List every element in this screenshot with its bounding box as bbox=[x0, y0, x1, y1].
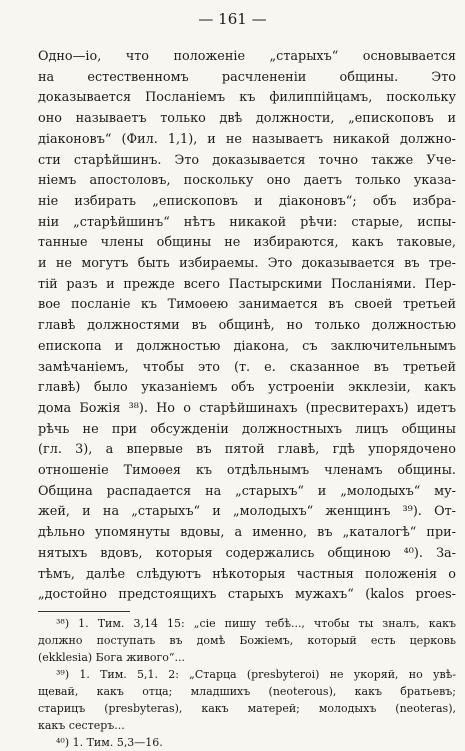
body-line: главѣ) было указаніемъ объ устроеніи экклезіи, какъ bbox=[38, 380, 456, 396]
body-line: жей, и на „старыхъ“ и „молодыхъ“ женщинъ ³⁹). От- bbox=[38, 504, 456, 520]
footnote-line: какъ сестеръ... bbox=[38, 719, 125, 732]
footnote-line: (ekklesia) Бога живого“... bbox=[38, 651, 185, 664]
page-number: — 161 — bbox=[198, 10, 267, 28]
body-line: на естественномъ расчлененіи общины. Это bbox=[38, 69, 456, 85]
footnote-divider bbox=[38, 611, 130, 612]
body-line: ніемъ апостоловъ, поскольку оно даетъ только указа- bbox=[38, 173, 456, 189]
body-line: дѣльно упомянуты вдовы, а именно, въ „каталогѣ“ при- bbox=[38, 525, 456, 541]
body-line: и не могутъ быть избираемы. Это доказывается въ тре- bbox=[38, 256, 456, 271]
body-line: ніе избирать „епископовъ и діаконовъ“; объ избра- bbox=[38, 193, 456, 209]
body-line: (гл. 3), а впервые въ пятой главѣ, гдѣ упорядочено bbox=[38, 442, 456, 458]
body-line: ніи „старѣйшинъ“ нѣтъ никакой рѣчи: старые, испы- bbox=[38, 214, 456, 230]
body-line: отношеніе Тимоѳея къ отдѣльнымъ членамъ общины. bbox=[38, 463, 456, 478]
body-line: оно называетъ только двѣ должности, „епископовъ и bbox=[38, 111, 456, 127]
body-line: „достойно предстоящихъ старыхъ мужахъ“ (kalos proes- bbox=[38, 587, 456, 603]
body-line: Одно—io, что положеніе „старыхъ“ основывается bbox=[38, 49, 456, 64]
body-line: тѣмъ, далѣе слѣдуютъ нѣкоторыя частныя положенія о bbox=[38, 566, 456, 582]
footnote-line: старицъ (presbyteras), какъ матерей; молодыхъ (neoteras), bbox=[38, 702, 456, 715]
body-line: замѣчаніемъ, чтобы это (т. е. сказанное въ третьей bbox=[38, 359, 456, 375]
body-line: танные члены общины не избираются, какъ таковые, bbox=[38, 235, 456, 251]
body-line: тій разъ и прежде всего Пастырскими Посланіями. Пер- bbox=[38, 276, 456, 292]
body-line: главѣ должностями въ общинѣ, но только должностью bbox=[38, 318, 456, 334]
footnote-line: ³⁸) 1. Тим. 3,14 15: „сіе пишу тебѣ..., чтобы ты зналъ, какъ bbox=[56, 617, 456, 630]
footnote-line: ³⁹) 1. Тим. 5,1. 2: „Старца (presbyteroi) не укоряй, но увѣ- bbox=[56, 668, 456, 681]
body-line: вое посланіе къ Тимоѳею занимается въ своей третьей bbox=[38, 297, 456, 313]
body-line: рѣчь не при обсужденіи должностныхъ лицъ общины bbox=[38, 421, 456, 437]
body-line: Община распадается на „старыхъ“ и „молодыхъ“ му- bbox=[38, 483, 456, 499]
body-line: діаконовъ“ (Фил. 1,1), и не называетъ никакой должно- bbox=[38, 131, 456, 147]
footnote-line: должно поступать въ домѣ Божіемъ, который есть церковь bbox=[38, 634, 456, 647]
footnote-line: щевай, какъ отца; младшихъ (neoterous), какъ братьевъ; bbox=[38, 685, 456, 698]
body-line: нятыхъ вдовъ, которыя содержались общиною ⁴⁰). За- bbox=[38, 545, 456, 561]
body-line: сти старѣйшинъ. Это доказывается точно также Уче- bbox=[38, 152, 456, 168]
footnote-line: ⁴⁰) 1. Тим. 5,3—16. bbox=[56, 736, 163, 749]
body-line: доказывается Посланіемъ къ филиппійцамъ, поскольку bbox=[38, 90, 456, 106]
body-line: епископа и должностью діакона, съ заключительнымъ bbox=[38, 338, 456, 354]
body-line: дома Божія ³⁸). Но о старѣйшинахъ (пресвитерахъ) идетъ bbox=[38, 400, 456, 416]
